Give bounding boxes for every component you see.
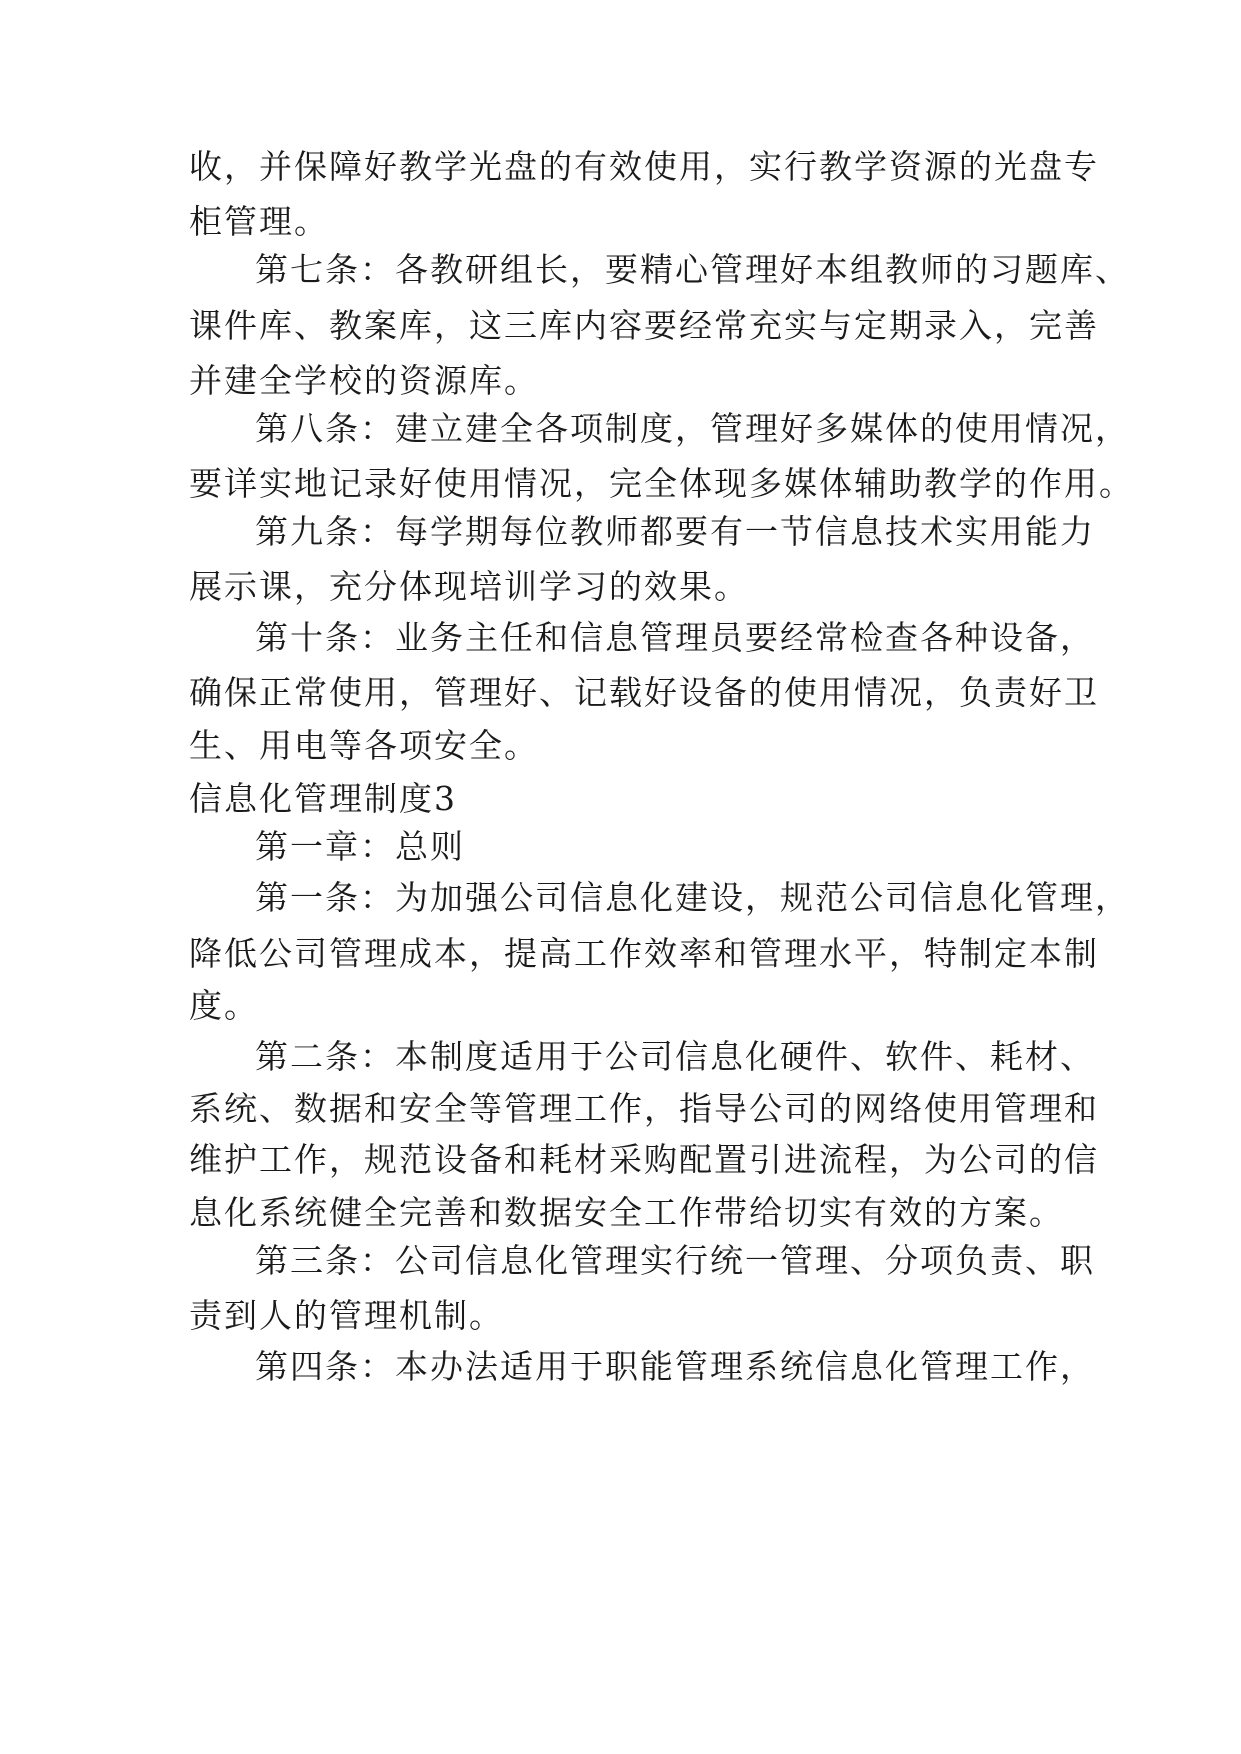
article-4-heading-line: 第四条：本办法适用于职能管理系统信息化管理工作，	[255, 1347, 1095, 1386]
body-text-line: 要详实地记录好使用情况，完全体现多媒体辅助教学的作用。	[189, 464, 1134, 503]
article-8-heading-line: 第八条：建立建全各项制度，管理好多媒体的使用情况，	[255, 409, 1130, 448]
body-text-line: 柜管理。	[189, 202, 329, 241]
body-text-line: 责到人的管理机制。	[189, 1296, 504, 1335]
body-text-line: 度。	[189, 986, 259, 1025]
body-text-line: 息化系统健全完善和数据安全工作带给切实有效的方案。	[189, 1193, 1064, 1232]
body-text-line: 生、用电等各项安全。	[189, 726, 539, 765]
chapter-heading: 第一章：总则	[255, 827, 465, 866]
article-10-heading-line: 第十条：业务主任和信息管理员要经常检查各种设备，	[255, 618, 1095, 657]
article-1-heading-line: 第一条：为加强公司信息化建设，规范公司信息化管理，	[255, 878, 1130, 917]
body-text-line: 确保正常使用，管理好、记载好设备的使用情况，负责好卫	[189, 673, 1099, 712]
body-text-line: 收，并保障好教学光盘的有效使用，实行教学资源的光盘专	[189, 147, 1099, 186]
article-9-heading-line: 第九条：每学期每位教师都要有一节信息技术实用能力	[255, 512, 1095, 551]
article-3-heading-line: 第三条：公司信息化管理实行统一管理、分项负责、职	[255, 1241, 1095, 1280]
body-text-line: 系统、数据和安全等管理工作，指导公司的网络使用管理和	[189, 1089, 1099, 1128]
body-text-line: 维护工作，规范设备和耗材采购配置引进流程，为公司的信	[189, 1140, 1099, 1179]
body-text-line: 降低公司管理成本，提高工作效率和管理水平，特制定本制	[189, 934, 1099, 973]
article-7-heading-line: 第七条：各教研组长，要精心管理好本组教师的习题库、	[255, 250, 1130, 289]
body-text-line: 展示课，充分体现培训学习的效果。	[189, 567, 749, 606]
body-text-line: 课件库、教案库，这三库内容要经常充实与定期录入，完善	[189, 306, 1099, 345]
body-text-line: 并建全学校的资源库。	[189, 361, 539, 400]
article-2-heading-line: 第二条：本制度适用于公司信息化硬件、软件、耗材、	[255, 1037, 1095, 1076]
section-title: 信息化管理制度3	[189, 779, 457, 818]
